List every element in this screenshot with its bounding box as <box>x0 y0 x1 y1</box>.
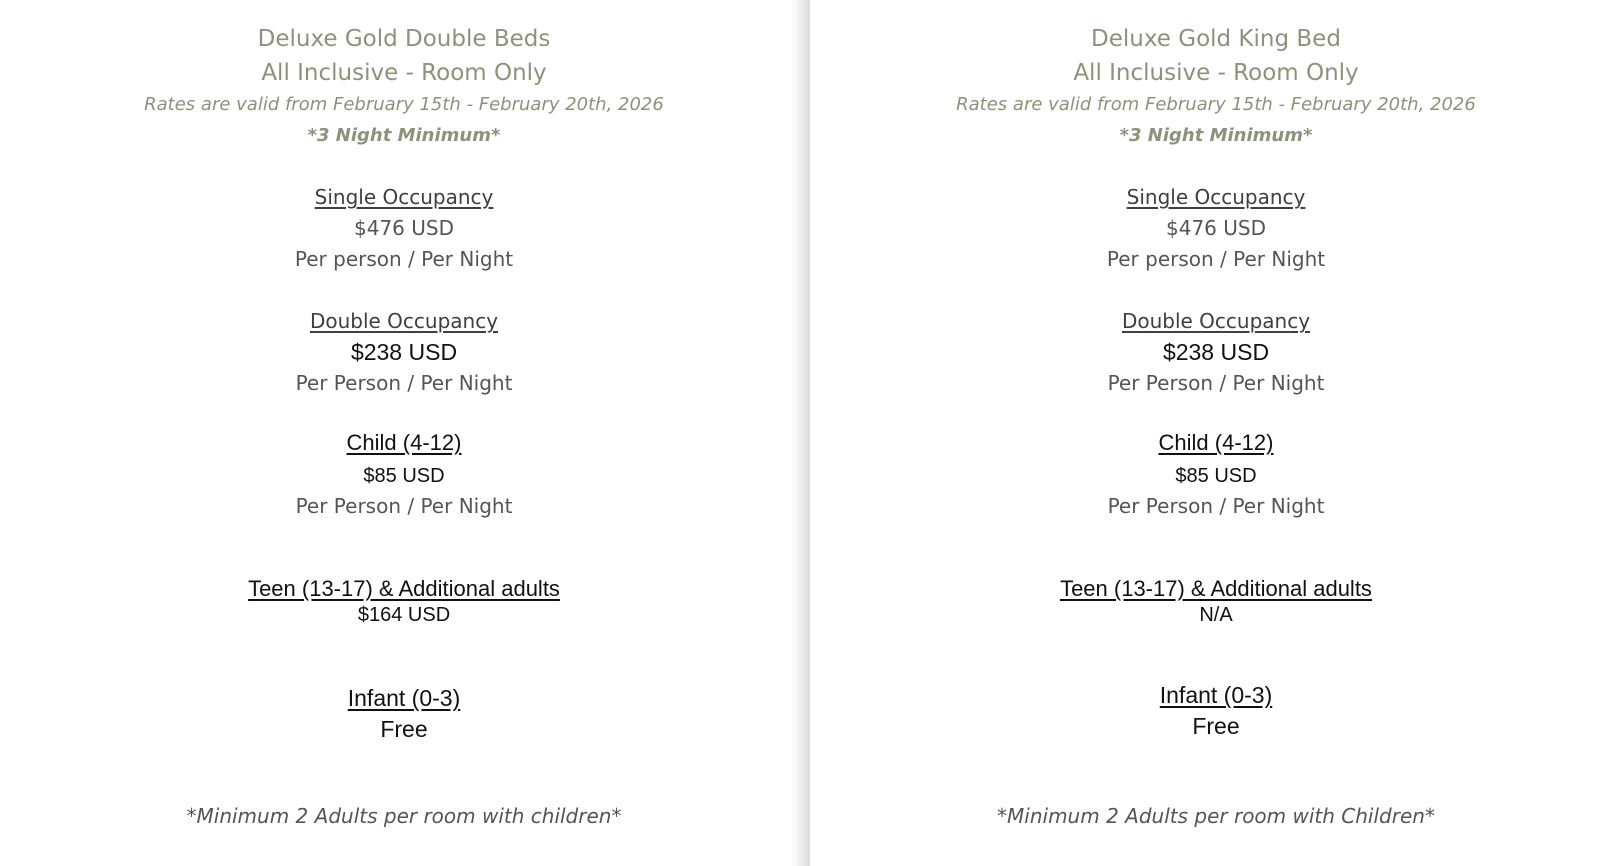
double-occupancy-price: $238 USD <box>350 339 458 365</box>
double-occupancy-unit: Per Person / Per Night <box>1107 371 1325 395</box>
children-note: *Minimum 2 Adults per room with Children* <box>997 804 1435 828</box>
child-unit: Per Person / Per Night <box>295 494 513 518</box>
teen-heading: Teen (13-17) & Additional adults <box>248 576 560 601</box>
child-price: $85 USD <box>1175 465 1257 487</box>
double-occupancy-price: $238 USD <box>1162 339 1270 365</box>
rate-validity: Rates are valid from February 15th - February 20th, 2026 <box>956 94 1476 115</box>
child-heading: Child (4-12) <box>1158 430 1274 455</box>
single-occupancy-heading: Single Occupancy <box>1126 185 1306 209</box>
single-occupancy-price: $476 USD <box>354 216 454 240</box>
rate-validity: Rates are valid from February 15th - February 20th, 2026 <box>144 94 664 115</box>
rate-card-king-bed <box>808 0 1624 866</box>
minimum-nights: *3 Night Minimum* <box>307 125 501 146</box>
infant-price: Free <box>380 716 428 742</box>
minimum-nights: *3 Night Minimum* <box>1119 125 1313 146</box>
rate-card-double-beds <box>0 0 808 866</box>
double-occupancy-heading: Double Occupancy <box>309 309 499 333</box>
single-occupancy-unit: Per person / Per Night <box>1106 247 1326 271</box>
double-occupancy-unit: Per Person / Per Night <box>295 371 513 395</box>
child-unit: Per Person / Per Night <box>1107 494 1325 518</box>
infant-price: Free <box>1192 713 1240 739</box>
single-occupancy-price: $476 USD <box>1166 216 1266 240</box>
teen-price: $164 USD <box>357 604 451 626</box>
room-title: Deluxe Gold Double Beds <box>257 26 551 52</box>
room-plan: All Inclusive - Room Only <box>261 60 547 86</box>
single-occupancy-heading: Single Occupancy <box>314 185 494 209</box>
infant-heading: Infant (0-3) <box>1159 682 1273 708</box>
double-occupancy-heading: Double Occupancy <box>1121 309 1311 333</box>
child-heading: Child (4-12) <box>346 430 462 455</box>
single-occupancy-unit: Per person / Per Night <box>294 247 514 271</box>
teen-price: N/A <box>1199 604 1233 626</box>
room-title: Deluxe Gold King Bed <box>1091 26 1341 52</box>
teen-heading: Teen (13-17) & Additional adults <box>1060 576 1372 601</box>
child-price: $85 USD <box>363 465 445 487</box>
room-plan: All Inclusive - Room Only <box>1073 60 1359 86</box>
infant-heading: Infant (0-3) <box>347 685 461 711</box>
children-note: *Minimum 2 Adults per room with children* <box>186 804 622 828</box>
